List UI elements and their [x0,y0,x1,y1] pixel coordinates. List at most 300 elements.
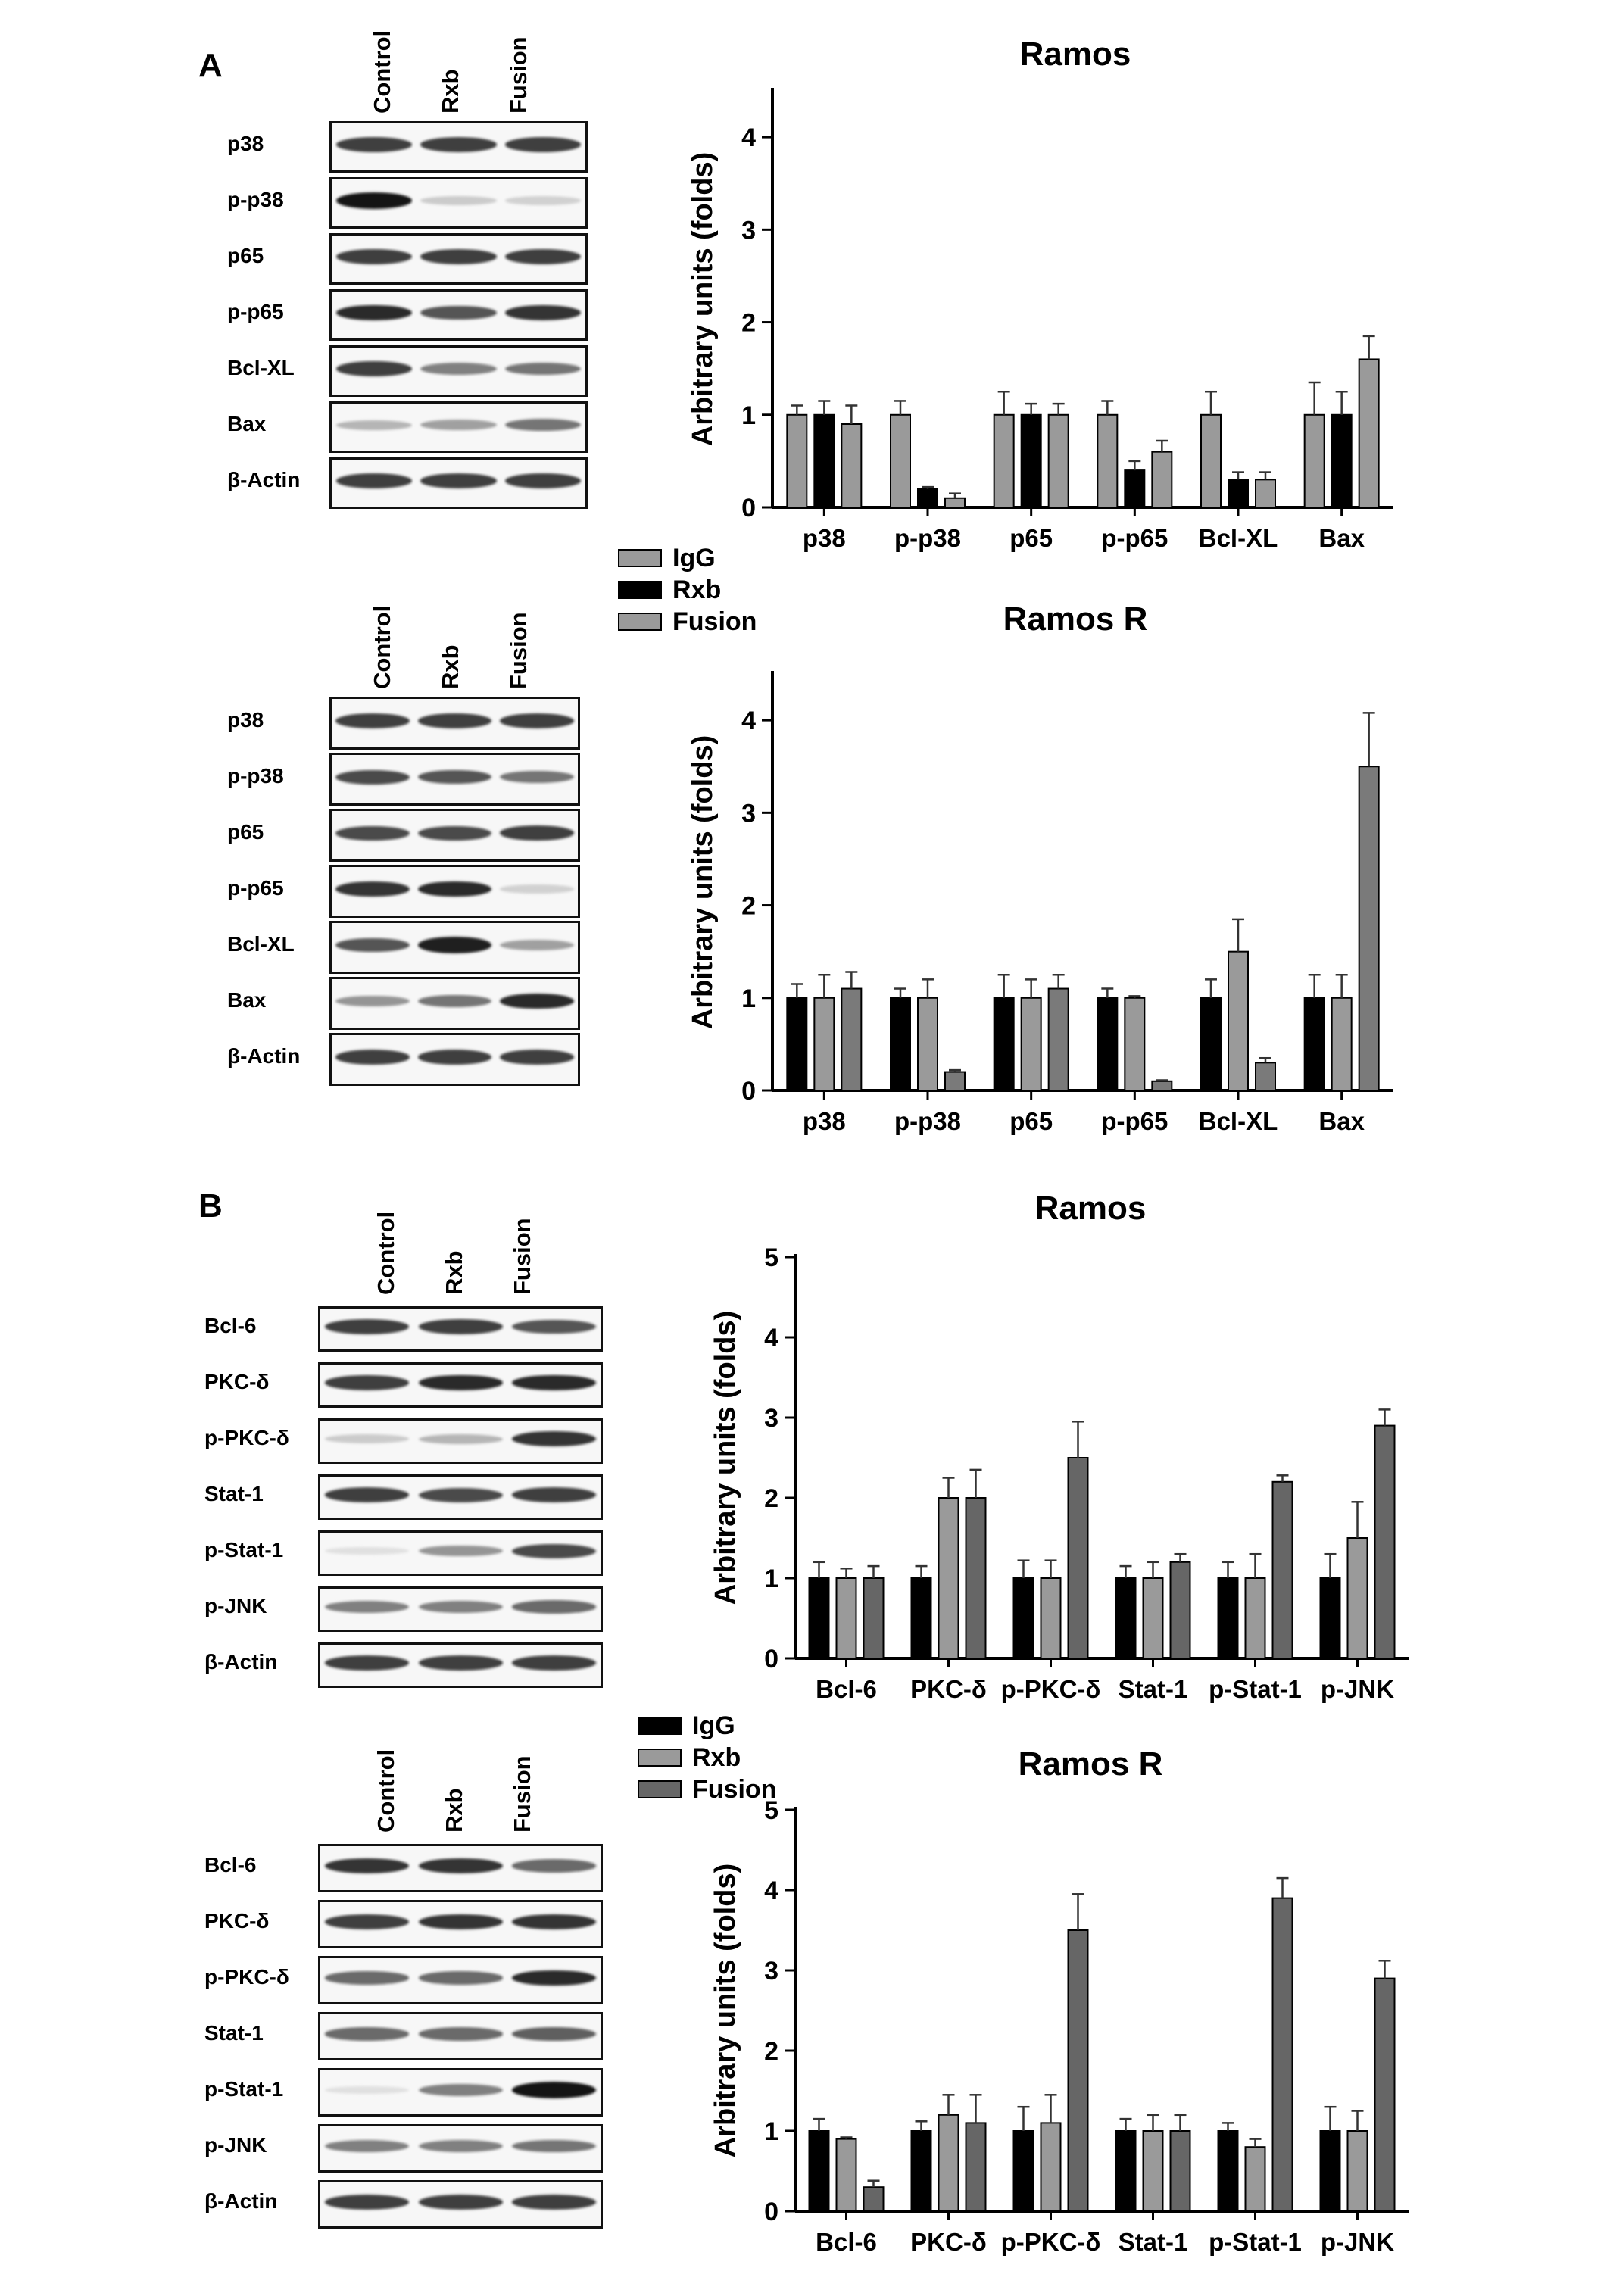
bar [1246,1578,1265,1658]
bar [1041,2123,1061,2211]
x-tick-label: p65 [1009,524,1053,552]
panel-letter-b: B [198,1187,223,1224]
lane-label: Fusion [505,612,532,689]
blot-row-label: p-p65 [227,300,284,323]
blot-band [325,1434,409,1443]
x-tick-label: p-Stat-1 [1209,2228,1302,2256]
bar [945,498,965,507]
blot-band [325,2140,409,2152]
bar [1256,1062,1275,1090]
blot-row-label: p38 [227,132,264,155]
blot-band [512,1431,596,1446]
blot-band [419,1971,503,1984]
bar [1218,1578,1238,1658]
blot-band [512,1914,596,1929]
blot-band [419,2084,503,2096]
blot-band [500,884,574,893]
blot-band [336,192,413,209]
bar [1305,415,1325,507]
y-axis-label: Arbitrary units (folds) [687,151,719,447]
x-tick-label: Bcl-6 [816,2228,877,2256]
blot-strip [329,1033,580,1086]
bar [1321,1578,1340,1658]
blot-row-label: p38 [227,708,264,732]
blot-strip [329,345,588,397]
legend-label: Rxb [672,575,722,604]
blot-row-label: Bcl-XL [227,932,295,956]
bar [966,2123,986,2211]
blot-band [419,2195,503,2210]
blot-band [420,473,497,488]
bar [1273,1482,1293,1658]
y-tick-label: 3 [741,799,756,828]
blot-band [500,940,574,950]
blot-band [335,938,410,952]
bar [810,1578,829,1658]
legend-swatch [618,613,662,631]
bar [1041,1578,1061,1658]
blot-strip [329,921,580,974]
bar [1305,998,1325,1090]
blot-row-label: β-Actin [227,1044,301,1068]
blot-band [512,2195,596,2210]
blot-row-label: β-Actin [204,2189,278,2213]
y-tick-label: 4 [764,1324,778,1352]
x-tick-label: Stat-1 [1118,1675,1188,1703]
blot-band [419,1601,503,1613]
x-tick-label: Bax [1318,524,1365,552]
blot-row-label: Bcl-6 [204,1314,257,1337]
bar [1201,998,1221,1090]
blot-band [325,1601,409,1613]
bar [1256,479,1275,507]
x-tick-label: p-p38 [894,524,962,552]
western-blot-ramos-r-b [197,1734,621,2279]
blot-band [512,1320,596,1334]
blot-band [419,2140,503,2152]
blot-strip [318,1362,603,1408]
y-tick-label: 4 [764,1876,778,1905]
blot-band [325,1655,409,1671]
blot-band [325,2086,409,2095]
blot-band [420,306,497,320]
blot-row-label: p-JNK [204,1594,267,1617]
bar [1348,2131,1368,2211]
blot-row-label: PKC-δ [204,1909,270,1933]
bar [1144,2131,1163,2211]
blot-strip [329,809,580,862]
blot-band [512,1859,596,1872]
y-tick-label: 1 [764,1564,778,1593]
blot-row-label: p-p38 [227,188,284,211]
blot-strip [318,1306,603,1352]
blot-band [512,1970,596,1986]
blot-band [336,473,413,488]
x-tick-label: p-JNK [1320,2228,1395,2256]
blot-band [512,1487,596,1502]
blot-band [418,995,492,1008]
x-tick-label: p38 [802,524,846,552]
blot-row-label: p-PKC-δ [204,1426,289,1449]
blot-strip [329,753,580,806]
y-tick-label: 5 [764,1796,778,1825]
blot-row-label: Stat-1 [204,2021,264,2045]
legend-label: IgG [692,1711,735,1740]
bar [939,2115,959,2211]
bar [814,415,834,507]
x-tick-label: Bax [1318,1107,1365,1135]
y-tick-label: 1 [764,2117,778,2146]
blot-band [418,881,492,897]
blot-row-label: p65 [227,820,264,844]
bar [918,489,938,507]
blot-strip [329,121,588,173]
y-tick-label: 2 [764,1484,778,1513]
bar [891,998,910,1090]
bar [837,1578,856,1658]
blot-band [418,770,492,784]
blot-band [336,249,413,264]
blot-strip [329,289,588,341]
bar [1049,989,1069,1090]
x-tick-label: Bcl-XL [1198,1107,1278,1135]
blot-band [325,1319,409,1334]
blot-row-label: β-Actin [204,1650,278,1674]
blot-band [512,1544,596,1558]
blot-band [325,1971,409,1984]
lane-label: Rxb [437,644,463,689]
blot-band [419,1914,503,1929]
blot-strip [329,177,588,229]
bar [1069,1930,1088,2211]
blot-band [505,249,582,264]
blot-band [418,1050,492,1065]
blot-band [512,1655,596,1671]
bar [1116,2131,1136,2211]
bar [945,1072,965,1090]
lane-label: Control [369,30,395,114]
blot-band [500,825,574,841]
blot-row-label: Bcl-XL [227,356,295,379]
blot-strip [318,2180,603,2229]
bar [1348,1538,1368,1658]
y-tick-label: 4 [741,707,756,736]
blot-band [512,2082,596,2098]
blot-row-label: PKC-δ [204,1370,270,1393]
lane-label: Fusion [509,1218,535,1295]
blot-band [419,1858,503,1873]
lane-label: Rxb [437,69,463,114]
blot-band [419,2027,503,2040]
blot-band [420,196,497,205]
blot-band [505,473,582,488]
blot-band [419,1434,503,1444]
blot-band [325,1375,409,1390]
lane-label: Fusion [509,1755,535,1833]
y-tick-label: 0 [741,494,756,523]
legend-swatch [618,549,662,567]
blot-band [500,1050,574,1065]
blot-band [500,713,574,728]
blot-strip [318,2068,603,2117]
bar [1375,1979,1395,2211]
blot-band [335,770,410,785]
x-tick-label: p-p38 [894,1107,962,1135]
y-tick-label: 0 [764,1645,778,1674]
blot-strip [318,2012,603,2060]
blot-row-label: p65 [227,244,264,267]
y-axis-label: Arbitrary units (folds) [710,1863,741,2158]
blot-strip [329,865,580,918]
blot-band [512,2027,596,2041]
y-tick-label: 3 [741,216,756,245]
blot-band [335,881,410,897]
y-tick-label: 2 [741,308,756,338]
blot-band [325,2195,409,2210]
blot-band [335,1050,410,1065]
bar [1152,1081,1172,1090]
y-tick-label: 0 [764,2198,778,2226]
blot-band [419,1375,503,1391]
blot-band [325,2027,409,2040]
y-tick-label: 5 [764,1243,778,1272]
lane-label: Rxb [441,1788,467,1833]
bar [1218,2131,1238,2211]
bar [1152,452,1172,507]
blot-band [418,826,492,841]
western-blot-ramos-a [227,0,621,530]
blot-row-label: p-p38 [227,764,284,788]
blot-band [335,826,410,841]
blot-strip [318,1642,603,1688]
x-tick-label: p-p65 [1101,1107,1168,1135]
blot-row-label: p-Stat-1 [204,2077,284,2101]
blot-strip [318,1418,603,1464]
x-tick-label: p-Stat-1 [1209,1675,1302,1703]
blot-band [419,1655,503,1671]
bar [1116,1578,1136,1658]
blot-strip [329,697,580,750]
blot-band [418,937,492,953]
lane-label: Control [373,1211,399,1295]
bar [787,998,807,1090]
chart-title: Ramos [1034,1190,1147,1227]
y-tick-label: 2 [764,2037,778,2066]
bar [1359,766,1379,1090]
x-tick-label: Stat-1 [1118,2228,1188,2256]
blot-band [505,305,582,320]
chart-title: Ramos [1019,38,1131,73]
bar [994,998,1014,1090]
blot-band [505,363,582,376]
blot-row-label: p-Stat-1 [204,1538,284,1561]
blot-band [420,420,497,430]
y-tick-label: 3 [764,1404,778,1433]
blot-band [512,1375,596,1391]
lane-label: Fusion [505,36,532,114]
lane-label: Rxb [441,1250,467,1295]
blot-band [336,305,413,321]
blot-strip [329,233,588,285]
bar [864,1578,884,1658]
legend-swatch [638,1717,682,1735]
x-tick-label: p-PKC-δ [1000,1675,1101,1703]
x-tick-label: Bcl-6 [816,1675,877,1703]
bar [814,998,834,1090]
blot-row-label: p-JNK [204,2133,267,2157]
blot-strip [318,1956,603,2004]
blot-band [325,1547,409,1555]
bar [810,2131,829,2211]
bar [1125,470,1144,507]
blot-band [505,419,582,432]
bar [1228,952,1248,1090]
bar [1332,998,1352,1090]
bar [912,2131,931,2211]
bar [939,1498,959,1658]
lane-label: Control [373,1749,399,1833]
legend-swatch [618,581,662,599]
bar [1022,998,1041,1090]
blot-band [420,249,497,264]
legend-label: IgG [672,543,716,572]
blot-row-label: Bax [227,988,267,1012]
blot-strip [318,1586,603,1632]
blot-row-label: β-Actin [227,468,301,491]
blot-row-label: p-p65 [227,876,284,900]
blot-row-label: p-PKC-δ [204,1965,289,1989]
bar [1014,1578,1034,1658]
blot-band [335,713,410,728]
bar [1144,1578,1163,1658]
x-tick-label: p38 [802,1107,846,1135]
bar [1125,998,1144,1090]
bar [1273,1898,1293,2211]
x-tick-label: Bcl-XL [1198,524,1278,552]
chart-title: Ramos R [1003,601,1148,638]
bar [1014,2131,1034,2211]
bar [1097,415,1117,507]
legend-label: Rxb [692,1742,741,1772]
bar [787,415,807,507]
blot-band [419,1488,503,1502]
bar [1049,415,1069,507]
bar [841,989,861,1090]
blot-band [505,137,582,152]
legend-label: Fusion [672,607,757,636]
panel-letter-a: A [198,47,223,84]
bar-chart-ramos-a [666,38,1424,568]
bar [837,2139,856,2211]
bar [1097,998,1117,1090]
blot-band [335,996,410,1007]
bar [1359,359,1379,507]
legend-swatch [638,1749,682,1767]
chart-title: Ramos R [1018,1745,1163,1783]
blot-strip [318,2124,603,2173]
blot-strip [318,1530,603,1576]
blot-band [325,1914,409,1929]
blot-band [512,1600,596,1613]
blot-band [500,994,574,1009]
y-tick-label: 0 [741,1077,756,1106]
bar-chart-ramos-r-b [682,1742,1439,2287]
blot-band [336,420,413,430]
bar [1201,415,1221,507]
blot-row-label: Bax [227,412,267,435]
blot-row-label: Stat-1 [204,1482,264,1505]
blot-row-label: Bcl-6 [204,1853,257,1876]
bar [994,415,1014,507]
blot-band [505,196,582,204]
blot-band [419,1319,503,1334]
blot-strip [318,1474,603,1520]
western-blot-ramos-r-a [227,576,621,1106]
y-tick-label: 3 [764,1957,778,1986]
bar [1332,415,1352,507]
bar [864,2187,884,2211]
bar [966,1498,986,1658]
blot-band [418,713,492,728]
y-tick-label: 1 [741,401,756,430]
blot-band [336,137,413,152]
bar-chart-ramos-r-a [666,591,1424,1151]
lane-label: Control [369,605,395,689]
x-tick-label: p-PKC-δ [1000,2228,1101,2256]
x-tick-label: p-p65 [1101,524,1168,552]
y-tick-label: 4 [741,123,756,153]
blot-strip [329,457,588,509]
blot-band [325,1858,409,1873]
bar [1246,2147,1265,2211]
bar [918,998,938,1090]
y-tick-label: 2 [741,891,756,921]
bar [1228,479,1248,507]
y-tick-label: 1 [741,984,756,1013]
blot-band [420,363,497,375]
blot-band [500,771,574,784]
x-tick-label: PKC-δ [910,1675,987,1703]
bar [1171,2131,1190,2211]
legend-label: Fusion [692,1774,777,1804]
bar [1022,415,1041,507]
bar [1375,1426,1395,1658]
blot-strip [329,977,580,1030]
bar [1321,2131,1340,2211]
bar [1069,1458,1088,1658]
y-axis-label: Arbitrary units (folds) [710,1310,741,1605]
x-tick-label: PKC-δ [910,2228,987,2256]
blot-strip [318,1900,603,1948]
western-blot-ramos-b [197,1181,621,1704]
blot-band [336,361,413,376]
bar [891,415,910,507]
bar [912,1578,931,1658]
bar [841,424,861,507]
bar [1171,1562,1190,1658]
blot-strip [318,1844,603,1892]
blot-band [325,1487,409,1502]
bar-chart-ramos-b [682,1181,1439,1727]
blot-band [512,2140,596,2153]
y-axis-label: Arbitrary units (folds) [687,735,719,1030]
x-tick-label: p65 [1009,1107,1053,1135]
blot-strip [329,401,588,453]
blot-band [420,137,497,152]
blot-band [419,1546,503,1557]
x-tick-label: p-JNK [1320,1675,1395,1703]
legend-swatch [638,1780,682,1798]
